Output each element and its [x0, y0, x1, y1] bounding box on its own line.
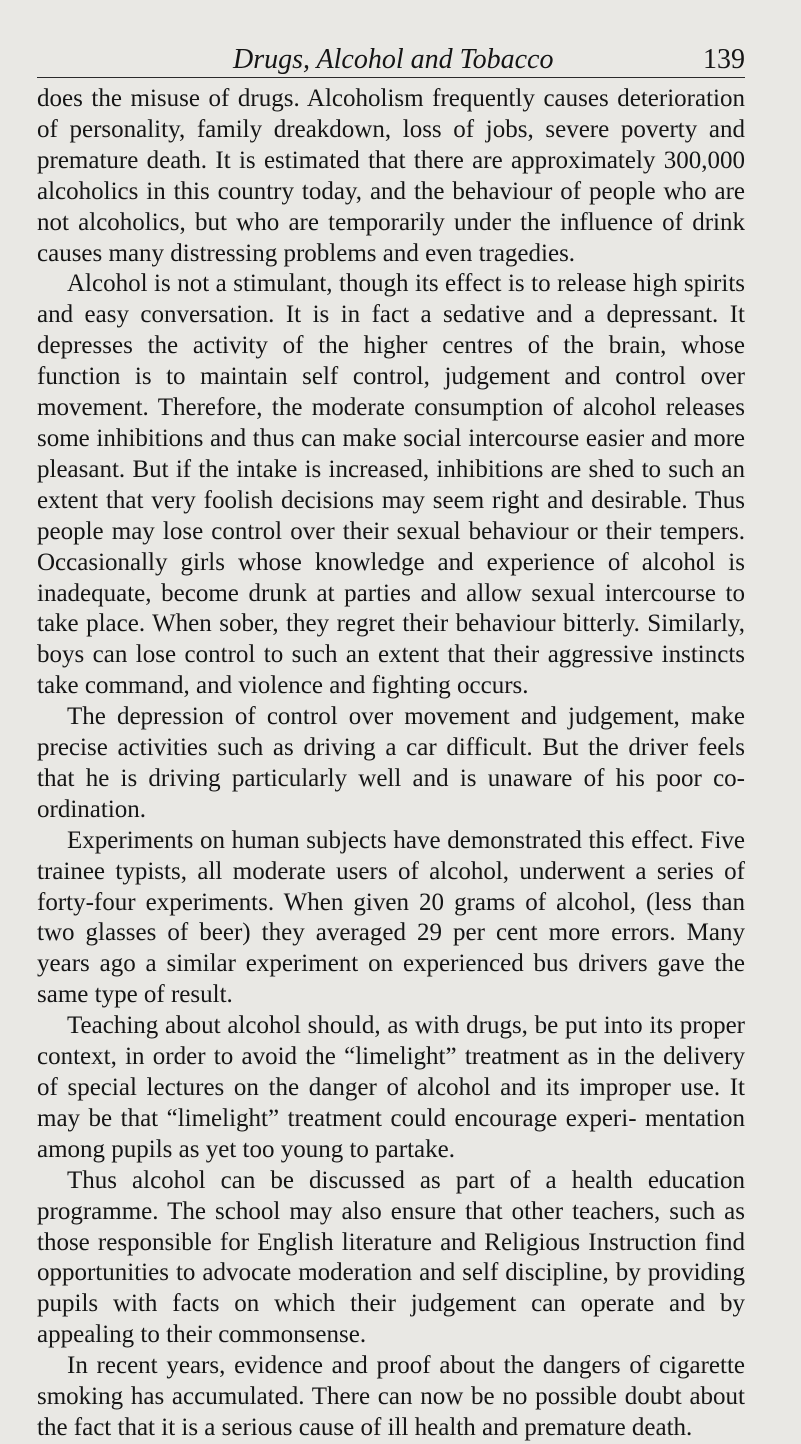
running-title: Drugs, Alcohol and Tobacco: [233, 44, 554, 75]
paragraph-continued: does the misuse of drugs. Alcoholism frequently causes deterioration of personality, family dreakdown, loss of jobs, severe poverty and premature death. It is estimated that there are approximately 300,000 alcoholics in this country today, and the behaviour of people who are not alcoholics, but who are temporarily under the influence of drink causes many distressing problems and even tragedies.: [37, 85, 745, 267]
running-head: [37, 42, 745, 78]
body-text: [37, 84, 745, 1444]
paragraph-health-education: Thus alcohol can be discussed as part of a health education programme. The school may also ensure that other teachers, such as those responsible for English literature and Religious Instruction find opportunities to advocate moderation and self discipline, by providing pupils with facts on which their judgement can operate and by appealing to their commonsense.: [37, 1166, 745, 1349]
paragraph-cigarette-smoking: In recent years, evidence and proof about the dangers of cigarette smoking has accumulated. There can now be no possible doubt about the fact that it is a serious cause of ill health and premature death.: [37, 1352, 745, 1441]
paragraph-alcohol-sedative: Alcohol is not a stimulant, though its effect is to release high spirits and easy conversation. It is in fact a sedative and a depressant. It depresses the activity of the higher centres of the brain, whose function is to maintain self control, judgement and control over movement. Therefore, the moderate consumption of alcohol releases some inhibitions and thus can make social intercourse easier and more pleasant. But if the intake is increased, inhibitions are shed to such an extent that very foolish decisions may seem right and desirable. Thus people may lose control over their sexual behaviour or their tempers. Occasionally girls whose knowledge and experience of alcohol is inadequate, become drunk at parties and allow sexual intercourse to take place. When sober, they regret their behaviour bitterly. Similarly, boys can lose control to such an extent that their aggressive instincts take command, and violence and fighting occurs.: [37, 270, 745, 700]
page-number: 139: [703, 44, 745, 75]
paragraph-teaching: Teaching about alcohol should, as with drugs, be put into its proper context, in order to avoid the “limelight” treatment as in the delivery of special lectures on the danger of alcohol and its improper use. It may be that “limelight” treatment could encourage experi- mentation among pupils as yet too young to partake.: [37, 1012, 745, 1163]
paragraph-driving: The depression of control over movement and judgement, make precise activities such as driving a car difficult. But the driver feels that he is driving particularly well and is unaware of his poor co-ordination.: [37, 703, 745, 823]
header-rule: [37, 77, 745, 78]
paragraph-experiments: Experiments on human subjects have demonstrated this effect. Five trainee typists, all moderate users of alcohol, underwent a series of forty-four experiments. When given 20 grams of alcohol, (less than two glasses of beer) they averaged 29 per cent more errors. Many years ago a similar experiment on experienced bus drivers gave the same type of result.: [37, 826, 745, 1009]
